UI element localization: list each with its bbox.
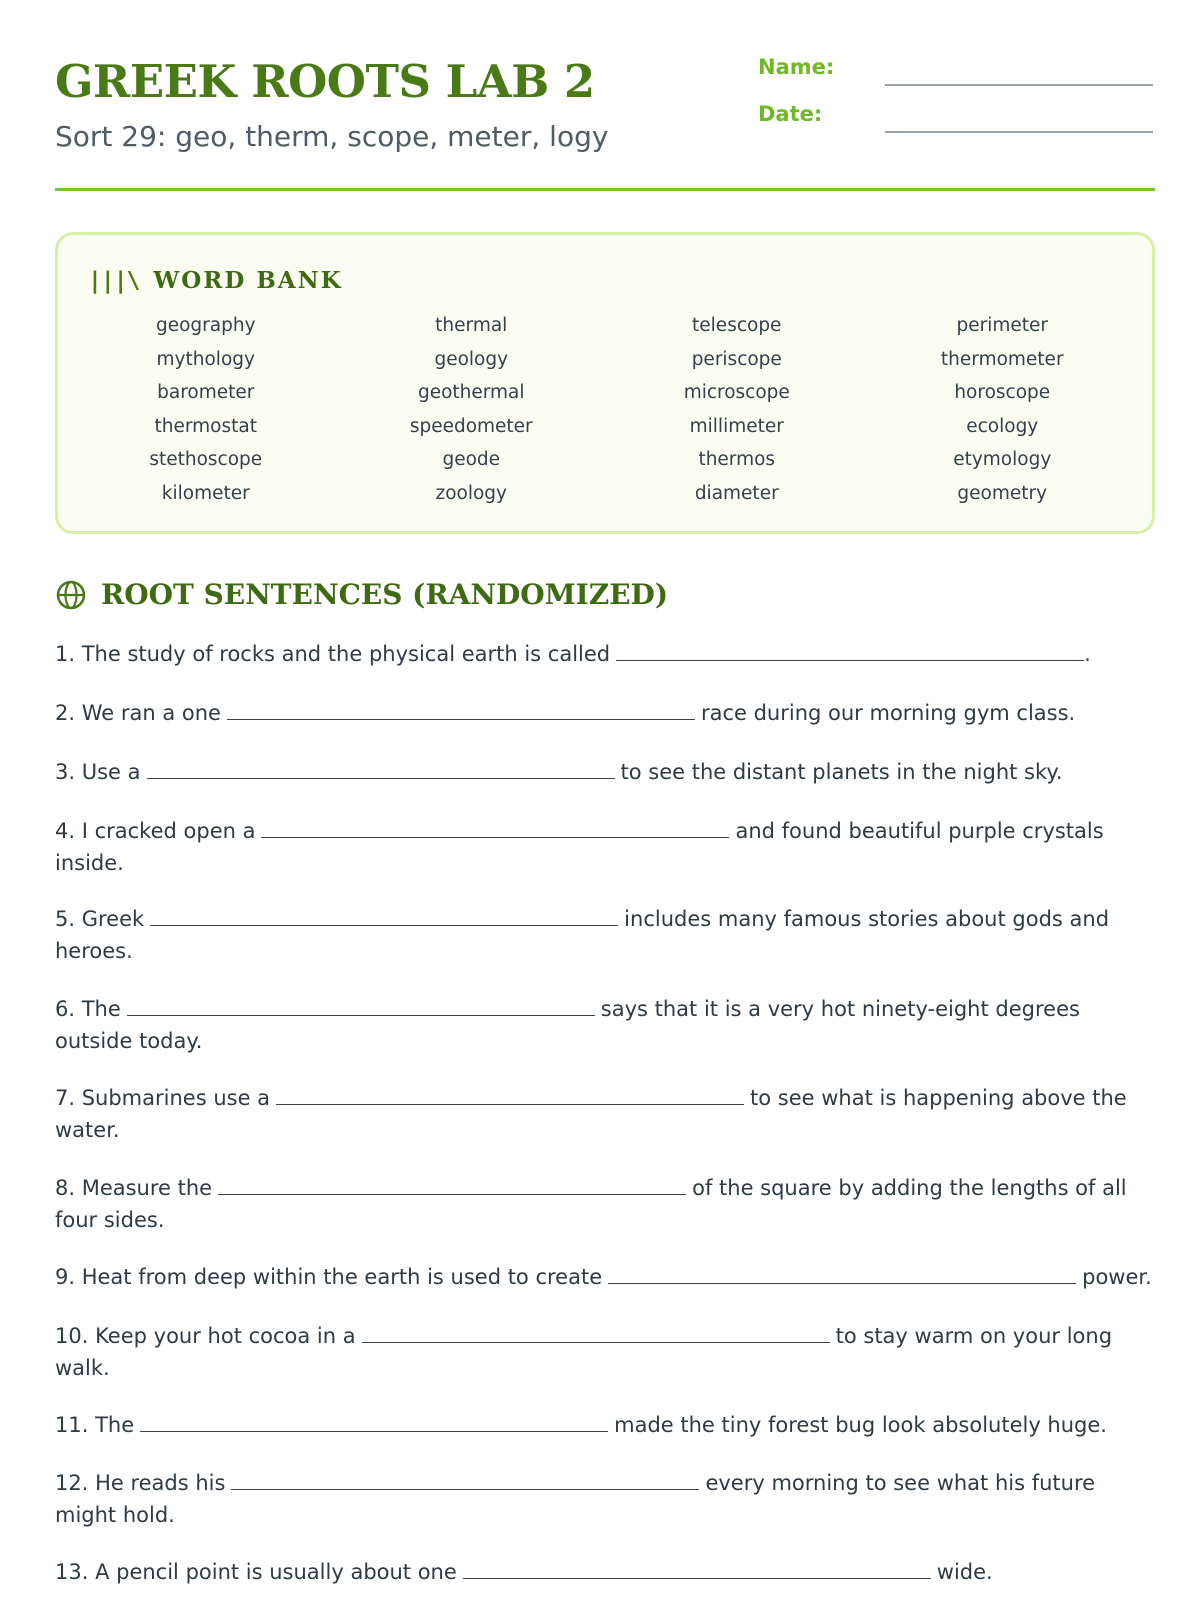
worksheet-page bbox=[55, 0, 1155, 1600]
sentence-item bbox=[55, 1467, 1155, 1531]
sentence-text-after: of the square by adding the lengths of all four sides. bbox=[55, 1176, 1127, 1232]
sentence-text-before: 8. Measure the bbox=[55, 1176, 213, 1200]
word-bank-word: microscope bbox=[683, 382, 790, 403]
header-divider bbox=[55, 188, 1155, 191]
sentence-item bbox=[55, 1320, 1155, 1384]
word-bank-word: telescope bbox=[692, 315, 782, 336]
word-bank-word: geothermal bbox=[417, 382, 525, 403]
word-bank-word: geode bbox=[442, 449, 501, 470]
sentence-text-before: 13. A pencil point is usually about one bbox=[55, 1560, 457, 1584]
sentence-text-before: 2. We ran a one bbox=[55, 701, 221, 725]
sentence-text-after: . bbox=[1084, 642, 1091, 666]
sentence-item bbox=[55, 1261, 1155, 1293]
answer-blank[interactable] bbox=[616, 640, 1084, 661]
answer-blank[interactable] bbox=[276, 1084, 744, 1105]
sentence-text-before: 12. He reads his bbox=[55, 1471, 226, 1495]
sentence-item bbox=[55, 903, 1155, 967]
word-bank-word: geology bbox=[434, 348, 509, 370]
sentence-text-before: 3. Use a bbox=[55, 760, 141, 784]
word-bank-word: geography bbox=[155, 315, 256, 336]
sentence-text-before: 6. The bbox=[55, 997, 121, 1021]
sentence-text-before: 10. Keep your hot cocoa in a bbox=[55, 1324, 356, 1348]
sentence-text-after: and found beautiful purple crystals inside. bbox=[55, 819, 1104, 875]
sentence-item bbox=[55, 1556, 1155, 1588]
word-bank-word: thermostat bbox=[154, 415, 257, 437]
books-icon: |||\ bbox=[88, 267, 140, 294]
word-bank-word: thermometer bbox=[940, 348, 1064, 370]
globe-icon bbox=[55, 579, 87, 611]
sentence-text-after: wide. bbox=[936, 1560, 993, 1584]
answer-blank[interactable] bbox=[463, 1558, 931, 1579]
sentence-text-after: to stay warm on your long walk. bbox=[55, 1324, 1113, 1380]
sentence-text-after: to see the distant planets in the night sky. bbox=[620, 760, 1063, 784]
word-bank-word: millimeter bbox=[689, 415, 784, 437]
word-bank-word: kilometer bbox=[161, 482, 250, 504]
word-bank-word: thermal bbox=[435, 315, 508, 336]
sentence-text-after: power. bbox=[1082, 1265, 1152, 1289]
word-bank-word: barometer bbox=[157, 382, 255, 403]
sentence-text-before: 11. The bbox=[55, 1413, 135, 1437]
page-subtitle: Sort 29: geo, therm, scope, meter, logy bbox=[55, 120, 609, 153]
word-bank-word: periscope bbox=[691, 348, 782, 370]
word-bank-title: WORD BANK bbox=[153, 267, 343, 294]
sentence-text-before: 9. Heat from deep within the earth is used to create bbox=[55, 1265, 603, 1289]
word-bank-word: stethoscope bbox=[149, 449, 263, 470]
sentence-text-after: says that it is a very hot ninety-eight degrees outside today. bbox=[55, 997, 1080, 1053]
word-bank-word: mythology bbox=[156, 348, 255, 370]
page-title: GREEK ROOTS LAB 2 bbox=[55, 55, 595, 108]
word-bank-grid bbox=[73, 309, 1135, 510]
name-label: Name: bbox=[758, 55, 835, 79]
word-bank-word: ecology bbox=[966, 415, 1039, 437]
answer-blank[interactable] bbox=[150, 905, 618, 926]
word-bank-word: diameter bbox=[694, 482, 779, 504]
date-label: Date: bbox=[758, 102, 823, 126]
sentence-text-before: 4. I cracked open a bbox=[55, 819, 256, 843]
sentence-text-after: race during our morning gym class. bbox=[700, 701, 1076, 725]
answer-blank[interactable] bbox=[227, 699, 695, 720]
answer-blank[interactable] bbox=[362, 1322, 830, 1343]
sentence-text-after: to see what is happening above the water. bbox=[55, 1086, 1127, 1142]
answer-blank[interactable] bbox=[218, 1174, 686, 1195]
word-bank-header bbox=[88, 267, 343, 294]
name-field-line[interactable] bbox=[885, 84, 1153, 86]
sentence-text-after: includes many famous stories about gods and heroes. bbox=[55, 907, 1110, 963]
sentence-text-after: made the tiny forest bug look absolutely huge. bbox=[614, 1413, 1107, 1437]
sentence-item bbox=[55, 1172, 1155, 1236]
word-bank-word: horoscope bbox=[954, 382, 1051, 403]
answer-blank[interactable] bbox=[147, 758, 615, 779]
word-bank-word: zoology bbox=[435, 482, 507, 504]
word-bank-word: thermos bbox=[698, 449, 776, 470]
sentence-item bbox=[55, 697, 1155, 729]
answer-blank[interactable] bbox=[127, 995, 595, 1016]
sentence-item bbox=[55, 1409, 1155, 1441]
sentence-item bbox=[55, 1082, 1155, 1146]
answer-blank[interactable] bbox=[608, 1263, 1076, 1284]
sentence-text-after: every morning to see what his future might hold. bbox=[55, 1471, 1096, 1527]
answer-blank[interactable] bbox=[231, 1469, 699, 1490]
word-bank-box bbox=[55, 232, 1155, 534]
sentences-header bbox=[55, 578, 668, 611]
sentence-text-before: 7. Submarines use a bbox=[55, 1086, 271, 1110]
answer-blank[interactable] bbox=[140, 1411, 608, 1432]
answer-blank[interactable] bbox=[261, 817, 729, 838]
word-bank-word: geometry bbox=[957, 482, 1048, 504]
word-bank-word: etymology bbox=[953, 449, 1052, 470]
sentence-item bbox=[55, 993, 1155, 1057]
sentence-text-before: 5. Greek bbox=[55, 907, 145, 931]
word-bank-word: perimeter bbox=[956, 315, 1048, 336]
sentences-title: ROOT SENTENCES (RANDOMIZED) bbox=[101, 578, 669, 611]
sentence-text-before: 1. The study of rocks and the physical earth is called bbox=[55, 642, 611, 666]
sentence-item bbox=[55, 815, 1155, 879]
word-bank-word: speedometer bbox=[409, 415, 533, 437]
sentence-item bbox=[55, 756, 1155, 788]
sentence-item bbox=[55, 638, 1155, 670]
date-field-line[interactable] bbox=[885, 131, 1153, 133]
